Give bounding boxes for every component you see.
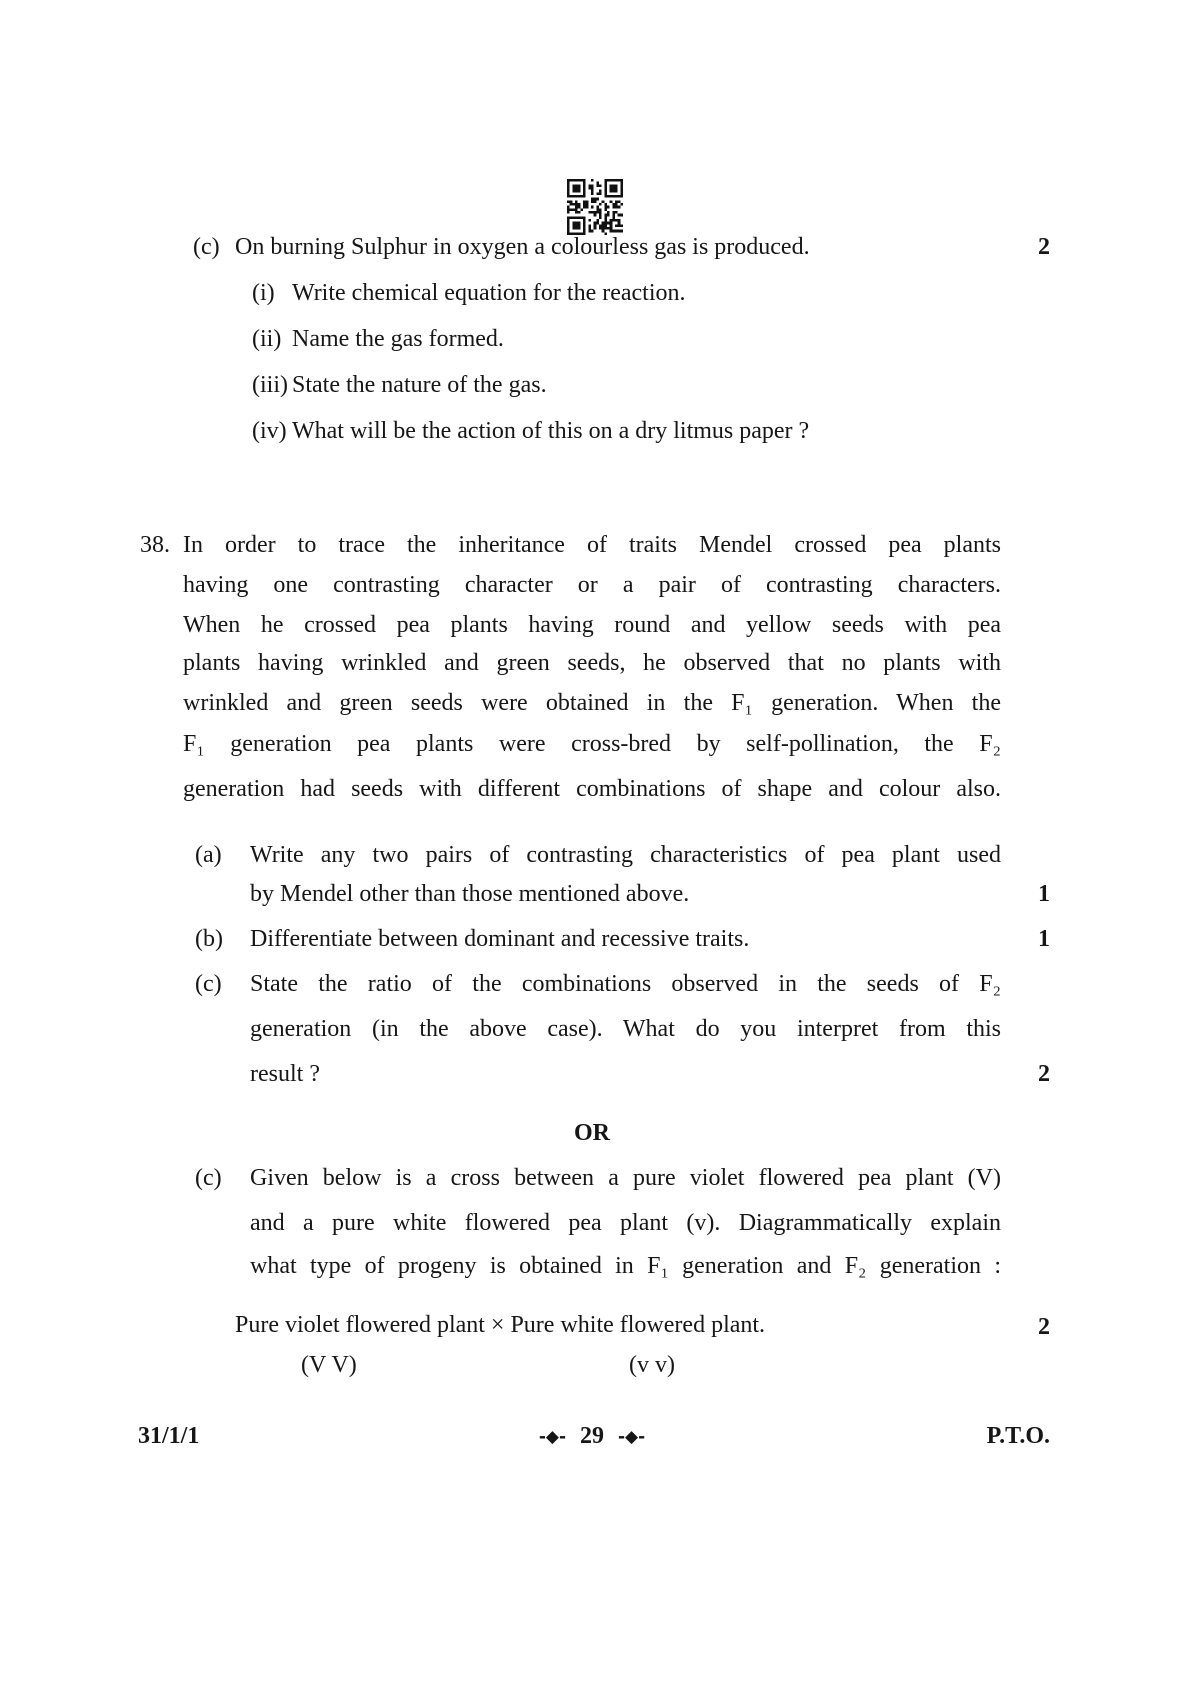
sub-question-text: Write chemical equation for the reaction. bbox=[292, 280, 686, 306]
question-stem-line: When he crossed pea plants having round and yellow seeds with pea bbox=[183, 612, 1001, 638]
question-text: On burning Sulphur in oxygen a colourless gas is produced. bbox=[235, 234, 810, 260]
marks-value: 2 bbox=[1038, 1061, 1050, 1087]
part-label: (a) bbox=[195, 842, 222, 868]
part-label: (b) bbox=[195, 926, 223, 952]
sub-question-text: Name the gas formed. bbox=[292, 326, 504, 352]
question-stem-line: In order to trace the inheritance of traits Mendel crossed pea plants bbox=[183, 532, 1001, 558]
sub-question-label: (iv) bbox=[252, 418, 287, 444]
genotype-violet: (V V) bbox=[301, 1352, 357, 1378]
sub-question-label: (iii) bbox=[252, 372, 288, 398]
question-stem-line: generation had seeds with different combinations of shape and colour also. bbox=[183, 776, 1001, 802]
question-stem-line: wrinkled and green seeds were obtained in the F₁ generation. When the bbox=[183, 690, 1001, 716]
part-text-line: what type of progeny is obtained in F₁ generation and F₂ generation : bbox=[250, 1253, 1001, 1279]
marks-value: 2 bbox=[1038, 234, 1050, 260]
genotype-white: (v v) bbox=[629, 1352, 675, 1378]
qr-code-icon bbox=[567, 179, 623, 235]
question-stem-line: F₁ generation pea plants were cross-bred by self-pollination, the F₂ bbox=[183, 731, 1001, 757]
part-text-line: result ? bbox=[250, 1061, 320, 1087]
sub-question-text: State the nature of the gas. bbox=[292, 372, 547, 398]
sub-question-label: (i) bbox=[252, 280, 275, 306]
ornament-left: -◆- bbox=[538, 1427, 566, 1447]
page-number-block bbox=[183, 1422, 1001, 1452]
part-text-line: by Mendel other than those mentioned above. bbox=[250, 881, 690, 907]
sub-question-label: (ii) bbox=[252, 326, 282, 352]
ornament-right: -◆- bbox=[618, 1427, 646, 1447]
marks-value: 2 bbox=[1038, 1314, 1050, 1340]
question-number: 38. bbox=[140, 532, 170, 558]
cross-statement: Pure violet flowered plant × Pure white flowered plant. bbox=[235, 1312, 766, 1338]
part-label: (c) bbox=[195, 971, 222, 997]
marks-value: 1 bbox=[1038, 881, 1050, 907]
paper-code: 31/1/1 bbox=[138, 1423, 200, 1449]
marks-value: 1 bbox=[1038, 926, 1050, 952]
part-text-line: Write any two pairs of contrasting characteristics of pea plant used bbox=[250, 842, 1001, 868]
part-label: (c) bbox=[195, 1165, 222, 1191]
pto-label: P.T.O. bbox=[986, 1423, 1050, 1449]
sub-question-text: What will be the action of this on a dry litmus paper ? bbox=[292, 418, 810, 444]
or-separator: OR bbox=[574, 1120, 610, 1146]
page-number: 29 bbox=[580, 1423, 604, 1449]
question-stem-line: having one contrasting character or a pair of contrasting characters. bbox=[183, 572, 1001, 598]
question-stem-line: plants having wrinkled and green seeds, he observed that no plants with bbox=[183, 650, 1001, 676]
part-text-line: Differentiate between dominant and recessive traits. bbox=[250, 926, 750, 952]
part-label: (c) bbox=[193, 234, 220, 260]
part-text-line: Given below is a cross between a pure violet flowered pea plant (V) bbox=[250, 1165, 1001, 1191]
part-text-line: generation (in the above case). What do you interpret from this bbox=[250, 1016, 1001, 1042]
part-text-line: and a pure white flowered pea plant (v). Diagrammatically explain bbox=[250, 1210, 1001, 1236]
part-text-line: State the ratio of the combinations observed in the seeds of F₂ bbox=[250, 971, 1001, 997]
